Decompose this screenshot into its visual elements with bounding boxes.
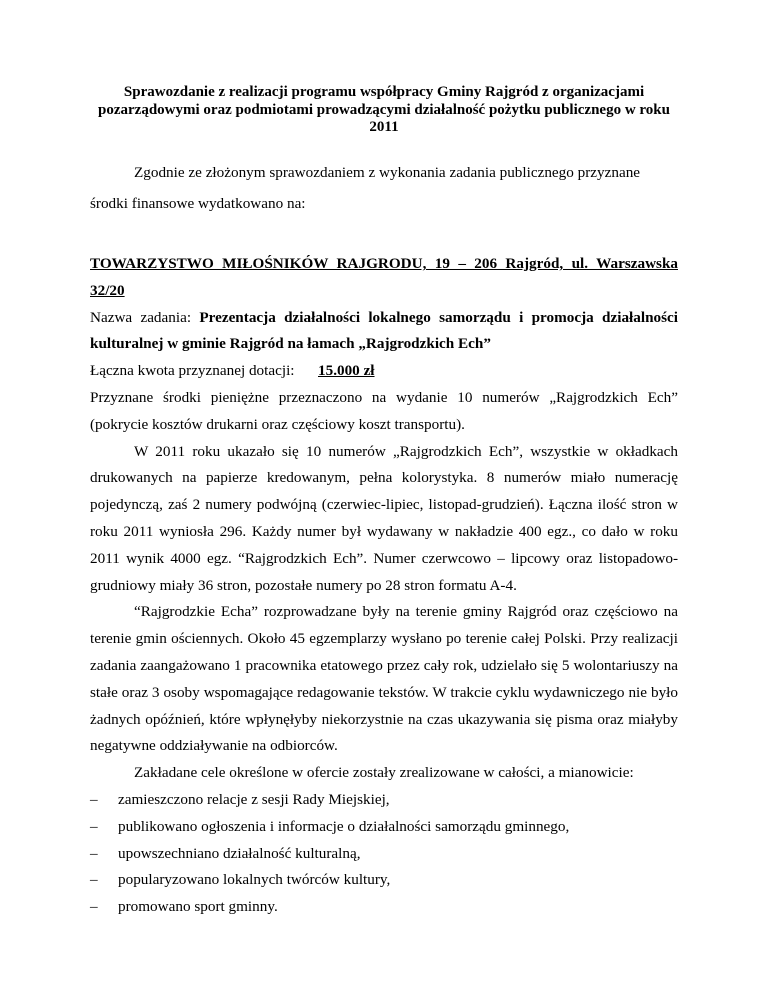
list-item — [90, 787, 678, 814]
intro-line-2: środki finansowe wydatkowano na: — [90, 194, 306, 212]
goals-intro-paragraph: Zakładane cele określone w ofercie zostały zrealizowane w całości, a mianowicie: — [134, 764, 634, 782]
goal-text: zamieszczono relacje z sesji Rady Miejskiej, — [118, 790, 390, 808]
list-item — [90, 894, 678, 921]
list-item — [90, 814, 678, 841]
document-title: Sprawozdanie z realizacji programu współpracy Gminy Rajgród z organizacjami pozarządowymi oraz podmiotami prowadzącymi działalność pożytku publicznego w roku 2011 — [98, 84, 670, 135]
list-item — [90, 867, 678, 894]
intro-line-1: Zgodnie ze złożonym sprawozdaniem z wykonania zadania publicznego przyznane — [134, 164, 641, 181]
report-body — [90, 251, 678, 921]
dash-bullet: – — [90, 844, 98, 862]
amount-label: Łączna kwota przyznanej dotacji: — [90, 362, 295, 380]
goals-list — [90, 787, 678, 921]
task-paragraph — [90, 305, 678, 359]
issues-paragraph: W 2011 roku ukazało się 10 numerów „Rajgrodzkich Ech”, wszystkie w okładkach drukowanych na papierze kredowanym, pełna kolorystyka. 8 numerów miało numerację pojedynczą, zaś 2 numery podwójną (czerwiec-lipiec, listopad-grudzień). Łączna ilość stron w roku 2011 wyniosła 296. Każdy numer był wydawany w nakładzie 400 egz., co dało w roku 2011 wynik 4000 egz. “Rajgrodzkich Ech”. Numer czerwcowo – lipcowy oraz listopadowo-grudniowy miały 36 stron, pozostałe numery po 28 stron formatu A-4. — [90, 442, 678, 594]
amount-row — [90, 358, 678, 385]
goal-text: upowszechniano działalność kulturalną, — [118, 844, 361, 862]
funds-paragraph: Przyznane środki pieniężne przeznaczono na wydanie 10 numerów „Rajgrodzkich Ech” (pokrycie kosztów drukarni oraz częściowy koszt transportu). — [90, 388, 678, 433]
task-label: Nazwa zadania: — [90, 308, 200, 326]
intro-paragraph — [90, 158, 678, 219]
list-item — [90, 841, 678, 868]
distribution-paragraph: “Rajgrodzkie Echa” rozprowadzane były na terenie gminy Rajgród oraz częściowo na terenie gmin ościennych. Około 45 egzemplarzy wysłano po terenie całej Polski. Przy realizacji zadania zaangażowano 1 pracownika etatowego przez cały rok, udzielało się 5 wolontariuszy na stałe oraz 3 osoby wspomagające redagowanie tekstów. W trakcie cyklu wydawniczego nie było żadnych opóźnień, które wpłynęłyby niekorzystnie na czas ukazywania się pisma oraz miałyby negatywne oddziaływanie na odbiorców. — [90, 603, 678, 755]
goal-text: popularyzowano lokalnych twórców kultury, — [118, 871, 391, 889]
dash-bullet: – — [90, 871, 98, 889]
goal-text: publikowano ogłoszenia i informacje o działalności samorządu gminnego, — [118, 817, 570, 835]
dash-bullet: – — [90, 817, 98, 835]
task-name: Prezentacja działalności lokalnego samorządu i promocja działalności kulturalnej w gminie Rajgród na łamach „Rajgrodzkich Ech” — [90, 308, 678, 353]
dash-bullet: – — [90, 790, 98, 808]
goal-text: promowano sport gminny. — [118, 898, 278, 916]
dash-bullet: – — [90, 898, 98, 916]
amount-value: 15.000 zł — [318, 362, 375, 380]
organization-heading: TOWARZYSTWO MIŁOŚNIKÓW RAJGRODU, 19 – 206 Rajgród, ul. Warszawska 32/20 — [90, 255, 678, 299]
